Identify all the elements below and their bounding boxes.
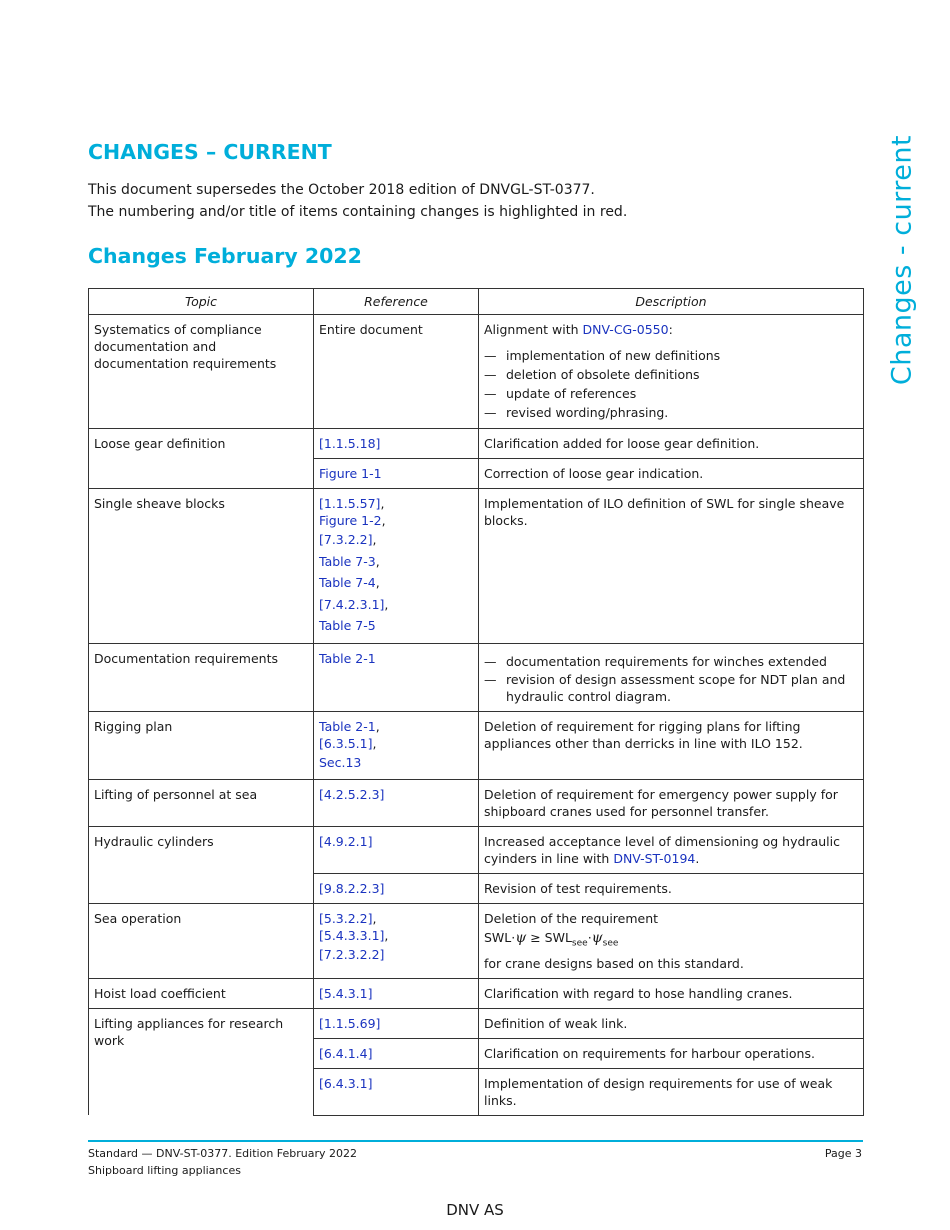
intro-line-1: This document supersedes the October 2018 edition of DNVGL-ST-0377. (88, 182, 595, 198)
topic-cell: Sea operation (89, 904, 314, 979)
table-row (89, 1008, 864, 1038)
description-cell: Implementation of design requirements for use of weak links. (479, 1068, 864, 1115)
list-item: — update of references (484, 384, 858, 403)
reference-cell: Table 2-1, [6.3.5.1], Sec.13 (314, 711, 479, 780)
reference-cell: [5.3.2.2], [5.4.3.3.1], [7.2.3.2.2] (314, 904, 479, 979)
reference-cell (314, 1008, 479, 1038)
topic-cell: Lifting appliances for research work (89, 1008, 314, 1115)
reference-link[interactable]: [6.4.1.4] (319, 1045, 373, 1061)
description-cell: Revision of test requirements. (479, 874, 864, 904)
footer-divider (88, 1140, 863, 1142)
reference-cell (314, 827, 479, 874)
table-row (89, 315, 864, 429)
reference-link[interactable]: [7.2.3.2.2] (319, 947, 385, 962)
table-row (89, 978, 864, 1008)
footer-title-line: Shipboard lifting appliances (88, 1164, 241, 1177)
reference-cell (314, 874, 479, 904)
reference-link[interactable]: [7.4.2.3.1] (319, 596, 385, 612)
reference-cell: [1.1.5.57], Figure 1-2, [7.3.2.2], Table 7-3, Table 7-4, [7.4.2.3.1], Table 7-5 (314, 489, 479, 644)
table-row (89, 904, 864, 979)
description-cell: Correction of loose gear indication. (479, 459, 864, 489)
topic-cell: Rigging plan (89, 711, 314, 780)
description-cell: Clarification with regard to hose handling cranes. (479, 978, 864, 1008)
topic-cell: Loose gear definition (89, 429, 314, 489)
description-cell: Increased acceptance level of dimensioning og hydraulic cyinders in line with DNV-ST-0194. (479, 827, 864, 874)
page-title: CHANGES – CURRENT (88, 140, 332, 164)
list-item: — deletion of obsolete definitions (484, 365, 858, 384)
reference-cell (314, 1068, 479, 1115)
header-reference: Reference (314, 289, 479, 315)
reference-link[interactable]: [4.9.2.1] (319, 834, 373, 849)
table-row (89, 711, 864, 780)
description-cell: Clarification added for loose gear definition. (479, 429, 864, 459)
reference-link[interactable]: Table 7-5 (319, 618, 376, 633)
table-row (89, 429, 864, 459)
topic-cell: Hoist load coefficient (89, 978, 314, 1008)
topic-cell: Single sheave blocks (89, 489, 314, 644)
table-row (89, 780, 864, 827)
list-item: — implementation of new definitions (484, 346, 858, 365)
reference-link[interactable]: [6.3.5.1] (319, 735, 373, 751)
reference-link[interactable]: [5.3.2.2] (319, 911, 373, 926)
description-cell: Deletion of requirement for rigging plans for lifting appliances other than derricks in line with ILO 152. (479, 711, 864, 780)
description-cell: Alignment with DNV-CG-0550: — implementation of new definitions — deletion of obsolete definitions — update of references — revised wording/phrasing. (479, 315, 864, 429)
topic-cell: Documentation requirements (89, 643, 314, 711)
dnv-cg-0550-link[interactable]: DNV-CG-0550 (582, 322, 669, 337)
side-section-label-text: Changes - current (886, 134, 918, 386)
topic-cell: Hydraulic cylinders (89, 827, 314, 904)
table-row (89, 827, 864, 874)
change-bullet-list (484, 346, 858, 422)
description-cell (479, 643, 864, 711)
reference-link[interactable]: [5.4.3.3.1] (319, 928, 385, 943)
changes-table (88, 288, 864, 1116)
description-cell: Deletion of the requirement $SWL\cdot\psi \ge SWL_{see}\cdot\psi_{see}$ for crane designs based on this standard. (479, 904, 864, 979)
reference-cell (314, 429, 479, 459)
reference-cell (314, 643, 479, 711)
header-topic: Topic (89, 289, 314, 315)
footer-standard-line: Standard — DNV-ST-0377. Edition February 2022 (88, 1147, 358, 1160)
table-row (89, 643, 864, 711)
table-row (89, 489, 864, 644)
intro-line-2: The numbering and/or title of items containing changes is highlighted in red. (88, 204, 628, 220)
reference-link[interactable]: Table 7-4 (319, 575, 376, 590)
reference-link[interactable]: Table 2-1 (319, 650, 376, 666)
reference-link[interactable]: Figure 1-1 (319, 466, 382, 481)
reference-link[interactable]: [1.1.5.18] (319, 436, 381, 451)
company-name: DNV AS (446, 1201, 504, 1219)
reference-link[interactable]: [9.8.2.2.3] (319, 881, 385, 896)
list-item: — revised wording/phrasing. (484, 403, 858, 422)
topic-cell: Lifting of personnel at sea (89, 780, 314, 827)
reference-link[interactable]: Table 7-3 (319, 553, 376, 569)
swl-formula: $SWL\cdot\psi \ge SWL_{see}\cdot\psi_{see}$ (484, 930, 619, 949)
page-number: Page 3 (824, 1147, 862, 1160)
reference-cell: Entire document (314, 315, 479, 429)
reference-cell (314, 459, 479, 489)
reference-link[interactable]: Table 2-1 (319, 718, 376, 734)
footer-document-info (88, 1145, 357, 1179)
list-item: — documentation requirements for winches extended (484, 652, 858, 671)
reference-link[interactable]: Figure 1-2 (319, 513, 382, 528)
reference-link[interactable]: [4.2.5.2.3] (319, 787, 385, 802)
section-title: Changes February 2022 (88, 244, 362, 268)
description-cell: Clarification on requirements for harbour operations. (479, 1038, 864, 1068)
change-bullet-list (484, 652, 858, 705)
reference-link[interactable]: [7.3.2.2] (319, 532, 373, 547)
description-cell: Deletion of requirement for emergency power supply for shipboard cranes used for personnel transfer. (479, 780, 864, 827)
header-description: Description (479, 289, 864, 315)
reference-link[interactable]: [6.4.3.1] (319, 1075, 373, 1091)
reference-cell (314, 1038, 479, 1068)
reference-cell (314, 780, 479, 827)
intro-paragraph (88, 179, 627, 223)
description-cell: Definition of weak link. (479, 1008, 864, 1038)
table-header-row (89, 289, 864, 315)
reference-link[interactable]: Sec.13 (319, 754, 362, 770)
list-item: — revision of design assessment scope for NDT plan and hydraulic control diagram. (484, 671, 858, 705)
reference-link[interactable]: [1.1.5.57] (319, 496, 381, 511)
reference-link[interactable]: [1.1.5.69] (319, 1015, 381, 1031)
dnv-st-0194-link[interactable]: DNV-ST-0194 (613, 851, 696, 866)
description-cell: Implementation of ILO definition of SWL for single sheave blocks. (479, 489, 864, 644)
side-section-label (882, 134, 922, 386)
reference-link[interactable]: [5.4.3.1] (319, 985, 373, 1001)
reference-cell (314, 978, 479, 1008)
topic-cell: Systematics of compliance documentation and documentation requirements (89, 315, 314, 429)
